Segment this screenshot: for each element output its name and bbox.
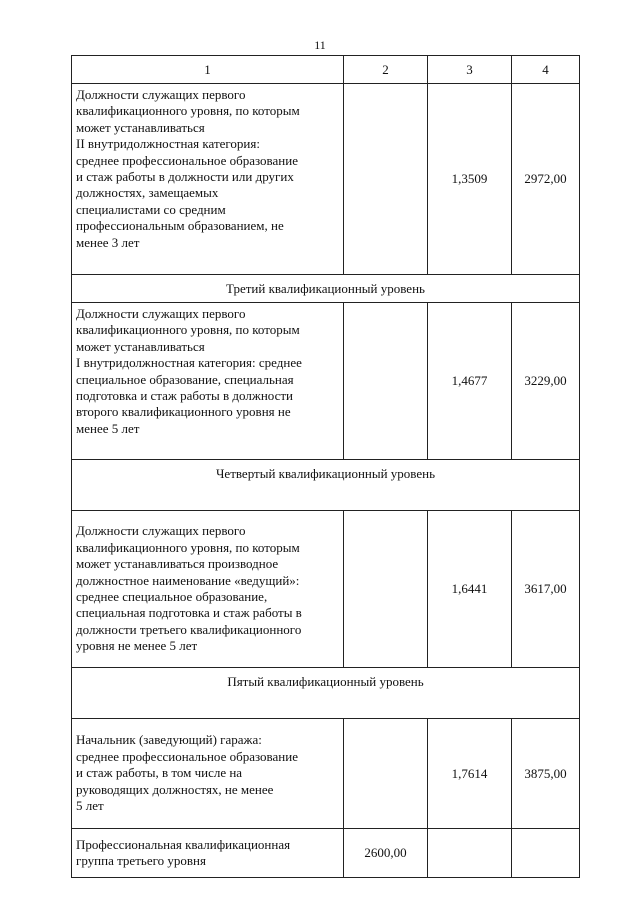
description-line: должности третьего квалификационного <box>76 621 302 637</box>
description-line: руководящих должностях, не менее <box>76 781 274 797</box>
position-description <box>72 829 344 878</box>
table-header-row <box>72 56 580 84</box>
base-salary-cell: 2600,00 <box>344 829 428 878</box>
description-line: группа третьего уровня <box>76 853 206 868</box>
coefficient-cell <box>428 829 512 878</box>
description-line: квалификационного уровня, по которым <box>76 539 300 555</box>
table-row <box>72 719 580 829</box>
description-line: квалификационного уровня, по которым <box>76 322 300 338</box>
description-line: менее 3 лет <box>76 234 140 250</box>
description-line: может устанавливаться <box>76 119 205 135</box>
level-heading-row <box>72 460 580 511</box>
table-row <box>72 829 580 878</box>
table-row <box>72 84 580 275</box>
description-line: профессиональным образованием, не <box>76 218 284 234</box>
coefficient-cell: 1,3509 <box>428 84 512 275</box>
description-line: среднее профессиональное образование <box>76 152 298 168</box>
level-heading: Четвертый квалификационный уровень <box>72 460 580 511</box>
description-line: Должности служащих первого <box>76 87 246 102</box>
description-line: должностное наименование «ведущий»: <box>76 572 300 588</box>
header-col-4: 4 <box>512 56 580 84</box>
description-line: уровня не менее 5 лет <box>76 638 198 654</box>
base-salary-cell <box>344 84 428 275</box>
header-col-1: 1 <box>72 56 344 84</box>
description-line: Профессиональная квалификационная <box>76 836 291 852</box>
position-description <box>72 84 344 275</box>
description-line: специалистами со средним <box>76 201 226 217</box>
qualification-table <box>71 55 580 878</box>
position-description <box>72 719 344 829</box>
salary-cell: 2972,00 <box>512 84 580 275</box>
description-line: II внутридолжностная категория: <box>76 136 260 152</box>
position-description <box>72 511 344 668</box>
position-description <box>72 303 344 460</box>
description-line: среднее специальное образование, <box>76 589 268 604</box>
salary-cell: 3229,00 <box>512 303 580 460</box>
coefficient-cell: 1,6441 <box>428 511 512 668</box>
level-heading-row <box>72 668 580 719</box>
description-line: квалификационного уровня, по которым <box>76 103 300 119</box>
description-line: может устанавливаться <box>76 338 205 354</box>
coefficient-cell: 1,7614 <box>428 719 512 829</box>
table-row <box>72 303 580 460</box>
description-line: специальное образование, специальная <box>76 371 294 387</box>
description-line: второго квалификационного уровня не <box>76 404 291 420</box>
salary-cell: 3875,00 <box>512 719 580 829</box>
description-line: и стаж работы в должности или других <box>76 169 294 185</box>
description-line: Должности служащих первого <box>76 306 246 321</box>
base-salary-cell <box>344 511 428 668</box>
description-line: и стаж работы, в том числе на <box>76 765 243 781</box>
description-line: специальная подготовка и стаж работы в <box>76 605 302 621</box>
table-row <box>72 511 580 668</box>
level-heading: Пятый квалификационный уровень <box>72 668 580 719</box>
header-col-3: 3 <box>428 56 512 84</box>
description-line: Должности служащих первого <box>76 523 246 539</box>
salary-cell: 3617,00 <box>512 511 580 668</box>
description-line: должностях, замещаемых <box>76 185 219 201</box>
description-line: может устанавливаться производное <box>76 556 279 572</box>
description-line: 5 лет <box>76 798 104 814</box>
salary-cell <box>512 829 580 878</box>
description-line: менее 5 лет <box>76 420 140 436</box>
description-line: подготовка и стаж работы в должности <box>76 388 294 404</box>
page-number: 11 <box>314 38 326 52</box>
coefficient-cell: 1,4677 <box>428 303 512 460</box>
header-col-2: 2 <box>344 56 428 84</box>
description-line: среднее профессиональное образование <box>76 748 298 764</box>
description-line: I внутридолжностная категория: среднее <box>76 355 302 371</box>
base-salary-cell <box>344 719 428 829</box>
level-heading-row <box>72 275 580 303</box>
base-salary-cell <box>344 303 428 460</box>
description-line: Начальник (заведующий) гаража: <box>76 732 262 748</box>
level-heading: Третий квалификационный уровень <box>72 275 580 303</box>
